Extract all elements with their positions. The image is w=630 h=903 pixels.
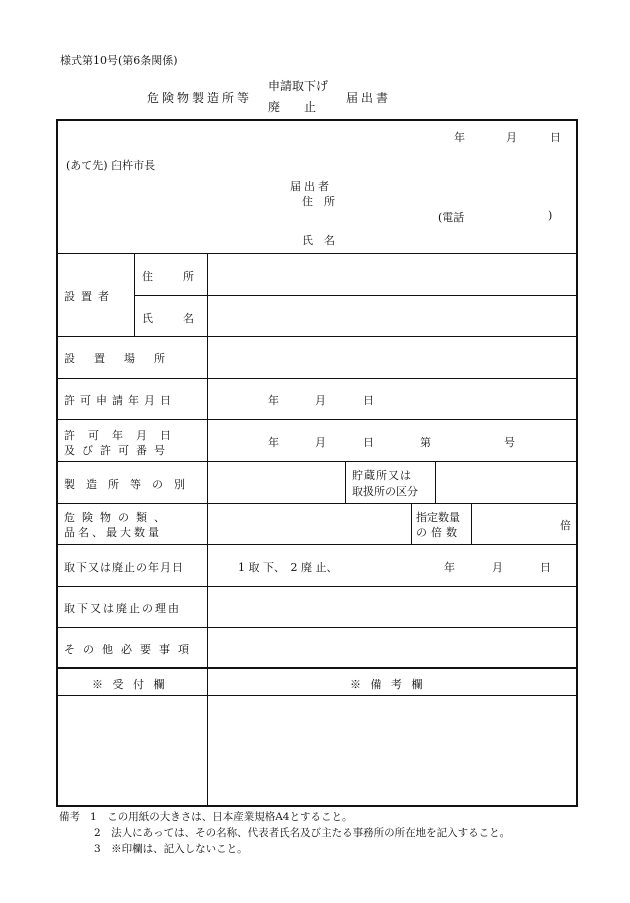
- date-day: 日: [550, 131, 561, 144]
- note-3: [59, 841, 510, 857]
- addressee: (あて先) 臼杵市長: [66, 159, 156, 172]
- reception-column-header: ※ 受 付 欄: [92, 678, 168, 691]
- withdraw-options: 1 取 下、 2 廃 止、: [238, 561, 338, 574]
- note-2: [59, 825, 510, 841]
- facility-type-label: 製造所等の別: [64, 478, 196, 491]
- withdraw-day: 日: [540, 561, 551, 574]
- notifier-address-label: 住 所: [302, 195, 335, 208]
- remarks-column-header: ※ 備 考 欄: [350, 678, 426, 691]
- location-label: 設置場所: [64, 352, 184, 365]
- permit-month: 月: [315, 436, 326, 449]
- date-month: 月: [506, 131, 517, 144]
- notifier-label: 届出者: [290, 180, 332, 193]
- storage-label-line2: 取扱所の区分: [352, 485, 418, 498]
- permit-go: 号: [504, 436, 515, 449]
- form-number: 様式第10号(第6条関係): [60, 54, 178, 67]
- notes: [59, 809, 510, 857]
- installer-label: 設置者: [64, 290, 115, 303]
- installer-name-label: 氏名: [142, 312, 224, 325]
- installer-address-label: 住所: [142, 270, 224, 283]
- withdraw-reason-label: 取下又は廃止の理由: [64, 602, 181, 615]
- app-day: 日: [363, 394, 374, 407]
- hazard-label-line1: 危険物の類、: [64, 511, 172, 524]
- multiple-unit: 倍: [560, 519, 571, 532]
- note-2-text: 2 法人にあっては、その名称、代表者氏名及び主たる事務所の所在地を記入すること。: [94, 827, 511, 839]
- notification-form: [56, 119, 578, 807]
- other-label: その他必要事項: [64, 643, 197, 656]
- multiple-label-line1: 指定数量: [416, 511, 460, 524]
- title-option-abolish: 廃 止: [268, 100, 317, 114]
- form-title-suffix: 届出書: [346, 91, 392, 105]
- hazard-label-line2: 品名、最大数量: [64, 526, 162, 539]
- form-title-prefix: 危険物製造所等: [147, 91, 253, 105]
- app-month: 月: [315, 394, 326, 407]
- phone-label: (電話: [438, 211, 465, 224]
- application-date-label: 許可申請年月日: [64, 394, 176, 407]
- multiple-label-line2: の倍数: [416, 526, 461, 539]
- note-1: [59, 809, 510, 825]
- permit-label-line1: 許可年月日: [64, 429, 184, 442]
- notes-prefix: 備考: [59, 811, 80, 823]
- storage-label-line1: 貯蔵所又は: [352, 469, 412, 482]
- app-year: 年: [268, 394, 279, 407]
- withdraw-year: 年: [444, 561, 455, 574]
- permit-year: 年: [268, 436, 279, 449]
- withdraw-date-label: 取下又は廃止の年月日: [64, 561, 184, 574]
- permit-label-line2: 及び許可番号: [64, 444, 172, 457]
- title-option-withdraw: 申請取下げ: [268, 79, 329, 93]
- withdraw-month: 月: [492, 561, 503, 574]
- date-year: 年: [454, 131, 465, 144]
- permit-dai: 第: [420, 436, 431, 449]
- note-3-text: 3 ※印欄は、記入しないこと。: [94, 843, 248, 855]
- notifier-name-label: 氏 名: [302, 234, 335, 247]
- phone-close: ): [548, 209, 553, 222]
- permit-day: 日: [363, 436, 374, 449]
- note-1-text: 1 この用紙の大きさは、日本産業規格A4とすること。: [90, 811, 353, 823]
